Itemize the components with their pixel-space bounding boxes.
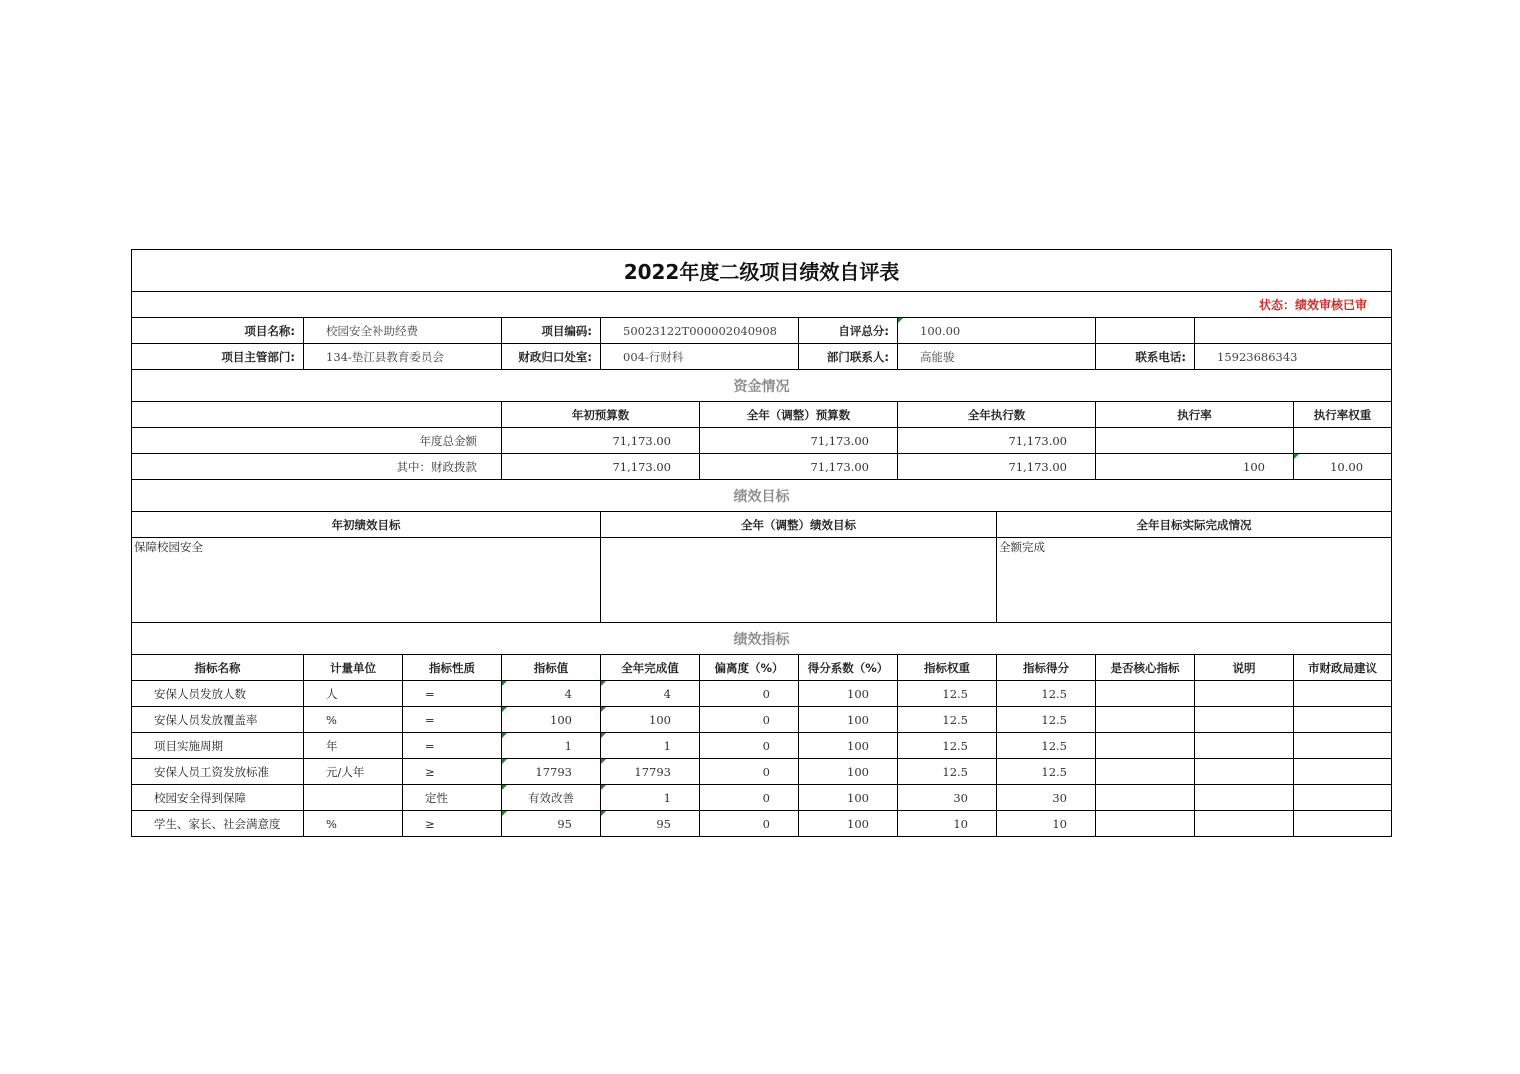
funds-header: 年初预算数 bbox=[502, 402, 700, 428]
indicator-deviation[interactable]: 0 bbox=[700, 707, 799, 733]
status-badge: 状态：绩效审核已审 bbox=[132, 292, 1392, 318]
funds-executed[interactable]: 71,173.00 bbox=[898, 454, 1096, 480]
indicator-core-flag[interactable] bbox=[1096, 759, 1195, 785]
goals-header-actual: 全年目标实际完成情况 bbox=[997, 512, 1392, 538]
indicator-name[interactable]: 安保人员工资发放标准 bbox=[132, 759, 304, 785]
contact-label: 部门联系人: bbox=[799, 344, 898, 370]
funds-rate[interactable] bbox=[1096, 428, 1294, 454]
indicator-header: 指标性质 bbox=[403, 655, 502, 681]
indicator-row bbox=[132, 733, 1392, 759]
indicator-row bbox=[132, 707, 1392, 733]
indicator-deviation[interactable]: 0 bbox=[700, 811, 799, 837]
funds-budget[interactable]: 71,173.00 bbox=[502, 454, 700, 480]
indicator-advice[interactable] bbox=[1294, 707, 1392, 733]
indicator-row bbox=[132, 785, 1392, 811]
indicator-unit[interactable]: 年 bbox=[304, 733, 403, 759]
funds-weight[interactable] bbox=[1294, 428, 1392, 454]
funds-header: 全年（调整）预算数 bbox=[700, 402, 898, 428]
indicator-note[interactable] bbox=[1195, 785, 1294, 811]
indicator-score[interactable]: 10 bbox=[997, 811, 1096, 837]
contact-value[interactable]: 高能骏 bbox=[898, 344, 1096, 370]
indicator-core-flag[interactable] bbox=[1096, 785, 1195, 811]
funds-row bbox=[132, 454, 1392, 480]
indicator-coefficient[interactable]: 100 bbox=[799, 785, 898, 811]
indicator-coefficient[interactable]: 100 bbox=[799, 759, 898, 785]
phone-label: 联系电话: bbox=[1096, 344, 1195, 370]
empty-cell[interactable] bbox=[1195, 318, 1392, 344]
indicator-header: 市财政局建议 bbox=[1294, 655, 1392, 681]
adjusted-goal-text[interactable] bbox=[601, 538, 997, 623]
project-name-label: 项目名称: bbox=[132, 318, 304, 344]
indicator-header: 计量单位 bbox=[304, 655, 403, 681]
indicator-note[interactable] bbox=[1195, 811, 1294, 837]
indicator-score[interactable]: 12.5 bbox=[997, 733, 1096, 759]
indicator-unit[interactable]: 元/人年 bbox=[304, 759, 403, 785]
funds-adjusted[interactable]: 71,173.00 bbox=[700, 454, 898, 480]
indicator-unit[interactable]: % bbox=[304, 811, 403, 837]
project-code-label: 项目编码: bbox=[502, 318, 601, 344]
indicator-header: 指标权重 bbox=[898, 655, 997, 681]
project-name-value[interactable]: 校园安全补助经费 bbox=[304, 318, 502, 344]
goals-header-initial: 年初绩效目标 bbox=[132, 512, 601, 538]
indicator-actual[interactable]: 1 bbox=[601, 733, 700, 759]
indicator-actual[interactable]: 1 bbox=[601, 785, 700, 811]
indicator-nature[interactable]: = bbox=[403, 707, 502, 733]
indicator-coefficient[interactable]: 100 bbox=[799, 733, 898, 759]
indicator-nature[interactable]: = bbox=[403, 733, 502, 759]
indicator-header: 是否核心指标 bbox=[1096, 655, 1195, 681]
indicator-target[interactable]: 100 bbox=[502, 707, 601, 733]
indicator-coefficient[interactable]: 100 bbox=[799, 707, 898, 733]
indicator-note[interactable] bbox=[1195, 759, 1294, 785]
indicator-deviation[interactable]: 0 bbox=[700, 759, 799, 785]
indicator-weight[interactable]: 12.5 bbox=[898, 759, 997, 785]
dept-value[interactable]: 134-垫江县教育委员会 bbox=[304, 344, 502, 370]
funds-adjusted[interactable]: 71,173.00 bbox=[700, 428, 898, 454]
indicator-nature[interactable]: ≥ bbox=[403, 759, 502, 785]
indicator-name[interactable]: 安保人员发放人数 bbox=[132, 681, 304, 707]
indicator-actual[interactable]: 17793 bbox=[601, 759, 700, 785]
indicator-header: 全年完成值 bbox=[601, 655, 700, 681]
funds-header: 全年执行数 bbox=[898, 402, 1096, 428]
indicator-row bbox=[132, 681, 1392, 707]
indicator-core-flag[interactable] bbox=[1096, 707, 1195, 733]
finance-office-label: 财政归口处室: bbox=[502, 344, 601, 370]
indicator-header: 说明 bbox=[1195, 655, 1294, 681]
indicator-advice[interactable] bbox=[1294, 759, 1392, 785]
funds-executed[interactable]: 71,173.00 bbox=[898, 428, 1096, 454]
self-score-value[interactable]: 100.00 bbox=[898, 318, 1096, 344]
funds-section-title: 资金情况 bbox=[132, 370, 1392, 402]
indicator-unit[interactable]: 人 bbox=[304, 681, 403, 707]
funds-rate[interactable]: 100 bbox=[1096, 454, 1294, 480]
indicator-nature[interactable]: 定性 bbox=[403, 785, 502, 811]
funds-budget[interactable]: 71,173.00 bbox=[502, 428, 700, 454]
indicator-score[interactable]: 12.5 bbox=[997, 681, 1096, 707]
indicator-header: 指标名称 bbox=[132, 655, 304, 681]
dept-label: 项目主管部门: bbox=[132, 344, 304, 370]
indicator-note[interactable] bbox=[1195, 681, 1294, 707]
indicator-score[interactable]: 12.5 bbox=[997, 759, 1096, 785]
indicator-advice[interactable] bbox=[1294, 681, 1392, 707]
indicator-name[interactable]: 安保人员发放覆盖率 bbox=[132, 707, 304, 733]
funds-header: 执行率权重 bbox=[1294, 402, 1392, 428]
sheet-title: 2022年度二级项目绩效自评表 bbox=[132, 250, 1392, 292]
indicator-name[interactable]: 项目实施周期 bbox=[132, 733, 304, 759]
indicator-unit[interactable]: % bbox=[304, 707, 403, 733]
indicator-deviation[interactable]: 0 bbox=[700, 681, 799, 707]
indicator-core-flag[interactable] bbox=[1096, 811, 1195, 837]
indicator-actual[interactable]: 4 bbox=[601, 681, 700, 707]
indicator-actual[interactable]: 95 bbox=[601, 811, 700, 837]
indicator-coefficient[interactable]: 100 bbox=[799, 811, 898, 837]
empty-cell[interactable] bbox=[1096, 318, 1195, 344]
indicator-name[interactable]: 学生、家长、社会满意度 bbox=[132, 811, 304, 837]
self-score-label: 自评总分: bbox=[799, 318, 898, 344]
indicator-deviation[interactable]: 0 bbox=[700, 733, 799, 759]
indicator-note[interactable] bbox=[1195, 733, 1294, 759]
indicator-weight[interactable]: 30 bbox=[898, 785, 997, 811]
initial-goal-text[interactable]: 保障校园安全 bbox=[132, 538, 601, 623]
indicator-advice[interactable] bbox=[1294, 733, 1392, 759]
indicator-header: 指标值 bbox=[502, 655, 601, 681]
indicator-header: 得分系数（%） bbox=[799, 655, 898, 681]
indicator-weight[interactable]: 12.5 bbox=[898, 681, 997, 707]
goals-section-title: 绩效目标 bbox=[132, 480, 1392, 512]
project-code-value[interactable]: 50023122T000002040908 bbox=[601, 318, 799, 344]
indicator-row bbox=[132, 811, 1392, 837]
indicator-nature[interactable]: ≥ bbox=[403, 811, 502, 837]
funds-header: 执行率 bbox=[1096, 402, 1294, 428]
indicator-row bbox=[132, 759, 1392, 785]
indicator-coefficient[interactable]: 100 bbox=[799, 681, 898, 707]
indicator-unit[interactable] bbox=[304, 785, 403, 811]
indicator-note[interactable] bbox=[1195, 707, 1294, 733]
indicator-core-flag[interactable] bbox=[1096, 681, 1195, 707]
indicator-target[interactable]: 4 bbox=[502, 681, 601, 707]
indicator-header: 指标得分 bbox=[997, 655, 1096, 681]
indicator-target[interactable]: 有效改善 bbox=[502, 785, 601, 811]
indicator-score[interactable]: 12.5 bbox=[997, 707, 1096, 733]
indicator-name[interactable]: 校园安全得到保障 bbox=[132, 785, 304, 811]
indicator-target[interactable]: 95 bbox=[502, 811, 601, 837]
indicator-advice[interactable] bbox=[1294, 785, 1392, 811]
actual-completion-text[interactable]: 全额完成 bbox=[997, 538, 1392, 623]
goals-header-adjusted: 全年（调整）绩效目标 bbox=[601, 512, 997, 538]
funds-row-label: 其中：财政拨款 bbox=[132, 454, 502, 480]
finance-office-value[interactable]: 004-行财科 bbox=[601, 344, 799, 370]
indicator-actual[interactable]: 100 bbox=[601, 707, 700, 733]
funds-header-blank bbox=[132, 402, 502, 428]
indicator-header: 偏离度（%） bbox=[700, 655, 799, 681]
indicator-target[interactable]: 17793 bbox=[502, 759, 601, 785]
funds-row bbox=[132, 428, 1392, 454]
funds-weight[interactable]: 10.00 bbox=[1294, 454, 1392, 480]
indicator-core-flag[interactable] bbox=[1096, 733, 1195, 759]
indicator-advice[interactable] bbox=[1294, 811, 1392, 837]
funds-row-label: 年度总金额 bbox=[132, 428, 502, 454]
indicator-weight[interactable]: 12.5 bbox=[898, 707, 997, 733]
indicator-weight[interactable]: 10 bbox=[898, 811, 997, 837]
evaluation-table bbox=[131, 249, 1392, 837]
indicator-weight[interactable]: 12.5 bbox=[898, 733, 997, 759]
indicators-section-title: 绩效指标 bbox=[132, 623, 1392, 655]
indicator-nature[interactable]: = bbox=[403, 681, 502, 707]
phone-value[interactable]: 15923686343 bbox=[1195, 344, 1392, 370]
indicator-target[interactable]: 1 bbox=[502, 733, 601, 759]
indicator-score[interactable]: 30 bbox=[997, 785, 1096, 811]
indicator-deviation[interactable]: 0 bbox=[700, 785, 799, 811]
